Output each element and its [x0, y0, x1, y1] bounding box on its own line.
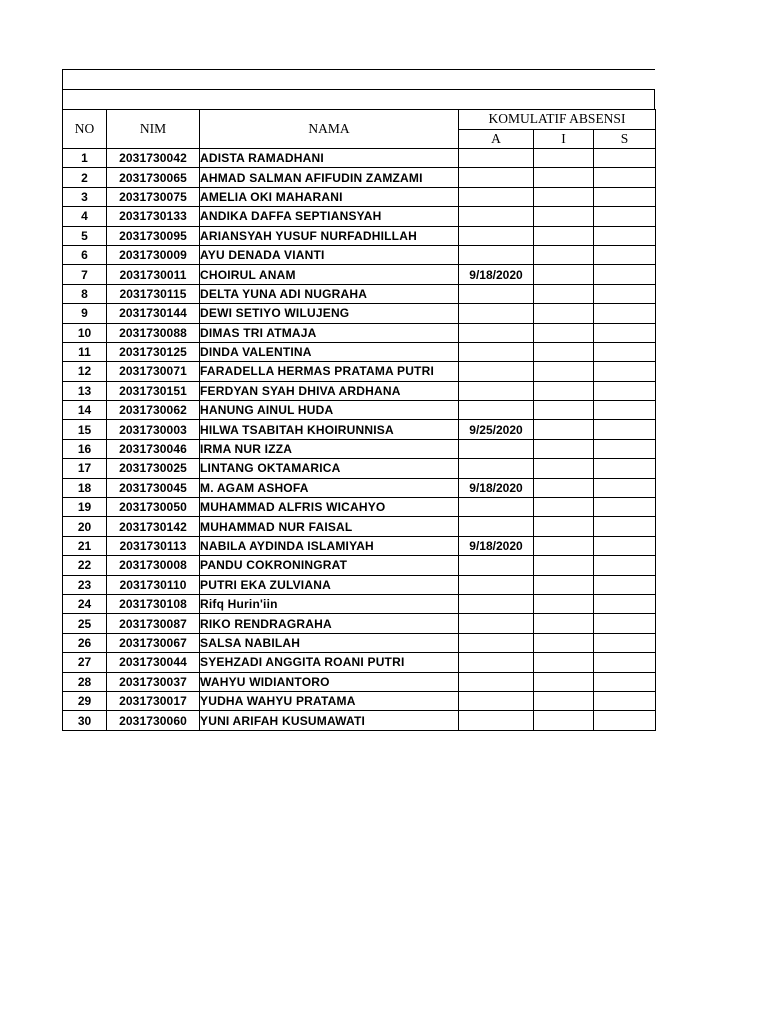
nim-cell: 2031730125: [107, 342, 200, 361]
absen-i-cell: [534, 265, 594, 284]
absen-a-cell: [459, 633, 534, 652]
absen-s-cell: [594, 245, 656, 264]
absen-a-cell: 9/18/2020: [459, 478, 534, 497]
header-komulatif-absensi: KOMULATIF ABSENSI: [459, 110, 656, 130]
nama-cell: DINDA VALENTINA: [200, 342, 459, 361]
table-row: [63, 439, 656, 458]
no-cell: 21: [63, 536, 107, 555]
no-cell: 23: [63, 575, 107, 594]
no-cell: 18: [63, 478, 107, 497]
absen-s-cell: [594, 517, 656, 536]
absen-i-cell: [534, 459, 594, 478]
table-row: [63, 342, 656, 361]
absen-a-cell: [459, 594, 534, 613]
absen-a-cell: [459, 323, 534, 342]
title-row-empty: [62, 69, 655, 89]
nama-cell: YUDHA WAHYU PRATAMA: [200, 691, 459, 710]
absen-s-cell: [594, 342, 656, 361]
table-row: [63, 614, 656, 633]
nama-cell: RIKO RENDRAGRAHA: [200, 614, 459, 633]
absen-i-cell: [534, 556, 594, 575]
table-row: [63, 381, 656, 400]
nim-cell: 2031730042: [107, 149, 200, 168]
no-cell: 30: [63, 711, 107, 730]
absen-i-cell: [534, 245, 594, 264]
nim-cell: 2031730011: [107, 265, 200, 284]
nama-cell: AYU DENADA VIANTI: [200, 245, 459, 264]
absen-s-cell: [594, 556, 656, 575]
no-cell: 15: [63, 420, 107, 439]
table-row: [63, 711, 656, 730]
nim-cell: 2031730071: [107, 362, 200, 381]
absen-s-cell: [594, 207, 656, 226]
absen-a-cell: [459, 207, 534, 226]
table-row: [63, 672, 656, 691]
absen-s-cell: [594, 439, 656, 458]
absen-i-cell: [534, 614, 594, 633]
no-cell: 11: [63, 342, 107, 361]
absen-a-cell: 9/25/2020: [459, 420, 534, 439]
absen-s-cell: [594, 594, 656, 613]
nim-cell: 2031730017: [107, 691, 200, 710]
absen-s-cell: [594, 711, 656, 730]
absen-s-cell: [594, 653, 656, 672]
absen-a-cell: [459, 459, 534, 478]
no-cell: 26: [63, 633, 107, 652]
table-row: [63, 633, 656, 652]
absen-i-cell: [534, 633, 594, 652]
nim-cell: 2031730009: [107, 245, 200, 264]
nama-cell: ANDIKA DAFFA SEPTIANSYAH: [200, 207, 459, 226]
nim-cell: 2031730008: [107, 556, 200, 575]
table-row: [63, 323, 656, 342]
absen-i-cell: [534, 653, 594, 672]
nim-cell: 2031730046: [107, 439, 200, 458]
absen-i-cell: [534, 478, 594, 497]
table-row: [63, 517, 656, 536]
absen-s-cell: [594, 226, 656, 245]
absen-s-cell: [594, 672, 656, 691]
absen-a-cell: [459, 381, 534, 400]
absen-i-cell: [534, 187, 594, 206]
absen-s-cell: [594, 459, 656, 478]
no-cell: 4: [63, 207, 107, 226]
nim-cell: 2031730110: [107, 575, 200, 594]
no-cell: 28: [63, 672, 107, 691]
absen-i-cell: [534, 381, 594, 400]
no-cell: 8: [63, 284, 107, 303]
absen-i-cell: [534, 498, 594, 517]
absen-a-cell: [459, 439, 534, 458]
absen-a-cell: [459, 672, 534, 691]
no-cell: 14: [63, 401, 107, 420]
no-cell: 27: [63, 653, 107, 672]
table-row: [63, 536, 656, 555]
absen-a-cell: [459, 168, 534, 187]
nim-cell: 2031730003: [107, 420, 200, 439]
absen-i-cell: [534, 517, 594, 536]
absen-a-cell: [459, 614, 534, 633]
table-row: [63, 691, 656, 710]
nama-cell: DIMAS TRI ATMAJA: [200, 323, 459, 342]
absen-i-cell: [534, 323, 594, 342]
absen-a-cell: [459, 226, 534, 245]
table-row: [63, 187, 656, 206]
absen-s-cell: [594, 362, 656, 381]
no-cell: 12: [63, 362, 107, 381]
absen-a-cell: [459, 342, 534, 361]
no-cell: 10: [63, 323, 107, 342]
absen-i-cell: [534, 672, 594, 691]
nim-cell: 2031730025: [107, 459, 200, 478]
nama-cell: FERDYAN SYAH DHIVA ARDHANA: [200, 381, 459, 400]
absen-s-cell: [594, 168, 656, 187]
absen-a-cell: [459, 401, 534, 420]
nim-cell: 2031730095: [107, 226, 200, 245]
absen-i-cell: [534, 149, 594, 168]
nama-cell: ADISTA RAMADHANI: [200, 149, 459, 168]
absen-s-cell: [594, 381, 656, 400]
absen-a-cell: [459, 575, 534, 594]
absen-a-cell: [459, 187, 534, 206]
nama-cell: ARIANSYAH YUSUF NURFADHILLAH: [200, 226, 459, 245]
absen-a-cell: [459, 149, 534, 168]
table-header: [63, 110, 656, 149]
nama-cell: HILWA TSABITAH KHOIRUNNISA: [200, 420, 459, 439]
nama-cell: M. AGAM ASHOFA: [200, 478, 459, 497]
table-row: [63, 168, 656, 187]
no-cell: 3: [63, 187, 107, 206]
absen-i-cell: [534, 226, 594, 245]
no-cell: 19: [63, 498, 107, 517]
attendance-sheet: [62, 69, 655, 731]
absen-s-cell: [594, 265, 656, 284]
absen-a-cell: 9/18/2020: [459, 536, 534, 555]
nim-cell: 2031730144: [107, 304, 200, 323]
nim-cell: 2031730108: [107, 594, 200, 613]
absen-i-cell: [534, 575, 594, 594]
nama-cell: FARADELLA HERMAS PRATAMA PUTRI: [200, 362, 459, 381]
table-row: [63, 304, 656, 323]
absen-s-cell: [594, 536, 656, 555]
table-row: [63, 653, 656, 672]
no-cell: 5: [63, 226, 107, 245]
table-row: [63, 498, 656, 517]
absen-i-cell: [534, 342, 594, 361]
header-nama: NAMA: [200, 110, 459, 149]
nama-cell: SYEHZADI ANGGITA ROANI PUTRI: [200, 653, 459, 672]
absen-s-cell: [594, 614, 656, 633]
nama-cell: IRMA NUR IZZA: [200, 439, 459, 458]
header-col-s: S: [594, 129, 656, 149]
header-no: NO: [63, 110, 107, 149]
absen-i-cell: [534, 536, 594, 555]
absen-a-cell: [459, 691, 534, 710]
nama-cell: DEWI SETIYO WILUJENG: [200, 304, 459, 323]
nim-cell: 2031730050: [107, 498, 200, 517]
absen-i-cell: [534, 439, 594, 458]
no-cell: 20: [63, 517, 107, 536]
absen-i-cell: [534, 284, 594, 303]
nim-cell: 2031730065: [107, 168, 200, 187]
nama-cell: NABILA AYDINDA ISLAMIYAH: [200, 536, 459, 555]
absen-a-cell: [459, 362, 534, 381]
no-cell: 6: [63, 245, 107, 264]
table-row: [63, 594, 656, 613]
nim-cell: 2031730142: [107, 517, 200, 536]
absen-s-cell: [594, 323, 656, 342]
nim-cell: 2031730088: [107, 323, 200, 342]
nim-cell: 2031730115: [107, 284, 200, 303]
nim-cell: 2031730133: [107, 207, 200, 226]
absen-s-cell: [594, 401, 656, 420]
table-row: [63, 459, 656, 478]
nim-cell: 2031730087: [107, 614, 200, 633]
table-row: [63, 207, 656, 226]
header-col-a: A: [459, 129, 534, 149]
no-cell: 29: [63, 691, 107, 710]
absen-i-cell: [534, 304, 594, 323]
table-body: [63, 149, 656, 731]
nim-cell: 2031730060: [107, 711, 200, 730]
nama-cell: MUHAMMAD ALFRIS WICAHYO: [200, 498, 459, 517]
nim-cell: 2031730067: [107, 633, 200, 652]
no-cell: 7: [63, 265, 107, 284]
no-cell: 2: [63, 168, 107, 187]
table-row: [63, 149, 656, 168]
absen-s-cell: [594, 187, 656, 206]
absen-i-cell: [534, 401, 594, 420]
table-row: [63, 362, 656, 381]
absen-i-cell: [534, 711, 594, 730]
no-cell: 22: [63, 556, 107, 575]
nim-cell: 2031730045: [107, 478, 200, 497]
nama-cell: CHOIRUL ANAM: [200, 265, 459, 284]
attendance-table: [62, 109, 656, 731]
nim-cell: 2031730044: [107, 653, 200, 672]
absen-s-cell: [594, 284, 656, 303]
nama-cell: DELTA YUNA ADI NUGRAHA: [200, 284, 459, 303]
absen-a-cell: [459, 498, 534, 517]
table-row: [63, 226, 656, 245]
absen-a-cell: [459, 245, 534, 264]
nama-cell: MUHAMMAD NUR FAISAL: [200, 517, 459, 536]
nama-cell: AMELIA OKI MAHARANI: [200, 187, 459, 206]
table-row: [63, 245, 656, 264]
table-row: [63, 575, 656, 594]
nama-cell: PUTRI EKA ZULVIANA: [200, 575, 459, 594]
table-row: [63, 478, 656, 497]
nama-cell: HANUNG AINUL HUDA: [200, 401, 459, 420]
no-cell: 1: [63, 149, 107, 168]
absen-i-cell: [534, 420, 594, 439]
nama-cell: YUNI ARIFAH KUSUMAWATI: [200, 711, 459, 730]
table-row: [63, 420, 656, 439]
no-cell: 16: [63, 439, 107, 458]
absen-s-cell: [594, 420, 656, 439]
nama-cell: PANDU COKRONINGRAT: [200, 556, 459, 575]
absen-a-cell: [459, 517, 534, 536]
absen-s-cell: [594, 633, 656, 652]
absen-i-cell: [534, 207, 594, 226]
absen-i-cell: [534, 362, 594, 381]
nama-cell: LINTANG OKTAMARICA: [200, 459, 459, 478]
table-row: [63, 401, 656, 420]
absen-i-cell: [534, 168, 594, 187]
nim-cell: 2031730062: [107, 401, 200, 420]
absen-a-cell: [459, 304, 534, 323]
no-cell: 17: [63, 459, 107, 478]
nim-cell: 2031730037: [107, 672, 200, 691]
absen-s-cell: [594, 575, 656, 594]
absen-a-cell: 9/18/2020: [459, 265, 534, 284]
absen-a-cell: [459, 711, 534, 730]
no-cell: 9: [63, 304, 107, 323]
table-row: [63, 265, 656, 284]
absen-s-cell: [594, 478, 656, 497]
subtitle-row-empty: [62, 89, 655, 109]
no-cell: 13: [63, 381, 107, 400]
absen-s-cell: [594, 149, 656, 168]
header-col-i: I: [534, 129, 594, 149]
table-row: [63, 284, 656, 303]
no-cell: 25: [63, 614, 107, 633]
absen-a-cell: [459, 284, 534, 303]
nim-cell: 2031730151: [107, 381, 200, 400]
absen-a-cell: [459, 556, 534, 575]
nama-cell: WAHYU WIDIANTORO: [200, 672, 459, 691]
table-row: [63, 556, 656, 575]
header-nim: NIM: [107, 110, 200, 149]
absen-s-cell: [594, 691, 656, 710]
absen-s-cell: [594, 304, 656, 323]
nama-cell: SALSA NABILAH: [200, 633, 459, 652]
absen-s-cell: [594, 498, 656, 517]
no-cell: 24: [63, 594, 107, 613]
nama-cell: AHMAD SALMAN AFIFUDIN ZAMZAMI: [200, 168, 459, 187]
absen-i-cell: [534, 594, 594, 613]
absen-a-cell: [459, 653, 534, 672]
nama-cell: Rifq Hurin'iin: [200, 594, 459, 613]
nim-cell: 2031730113: [107, 536, 200, 555]
nim-cell: 2031730075: [107, 187, 200, 206]
absen-i-cell: [534, 691, 594, 710]
